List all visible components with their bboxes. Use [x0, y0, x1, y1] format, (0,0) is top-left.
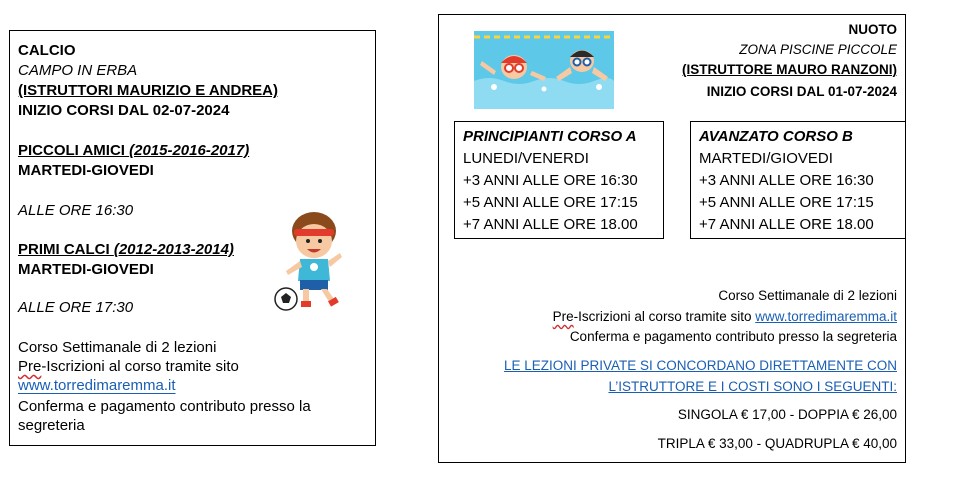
course-a-time-2: +5 ANNI ALLE ORE 17:15	[463, 194, 638, 211]
course-b-card	[690, 121, 906, 239]
group1-days: MARTEDI-GIOVEDI	[18, 162, 154, 179]
nuoto-venue: ZONA PISCINE PICCOLE	[739, 42, 897, 57]
nuoto-prereg-rest: -Iscrizioni al corso tramite sito	[573, 309, 756, 324]
calcio-site-line	[18, 376, 176, 396]
nuoto-panel	[438, 14, 906, 463]
group2-time: ALLE ORE 17:30	[18, 299, 134, 316]
group1-name: PICCOLI AMICI	[18, 142, 130, 159]
course-b-time-1: +3 ANNI ALLE ORE 16:30	[699, 172, 874, 189]
course-b-days: MARTEDI/GIOVEDI	[699, 150, 833, 167]
nuoto-site-link[interactable]: www.torredimaremma.it	[755, 309, 897, 324]
price-line-1: SINGOLA € 17,00 - DOPPIA € 26,00	[677, 407, 897, 422]
private-lessons-line-2[interactable]: L’ISTRUTTORE E I COSTI SONO I SEGUENTI:	[608, 379, 897, 394]
calcio-confirm-2: segreteria	[18, 417, 85, 434]
calcio-title: CALCIO	[18, 42, 76, 59]
course-b-title: AVANZATO CORSO B	[699, 128, 853, 145]
group1-time: ALLE ORE 16:30	[18, 202, 134, 219]
group2-name: PRIMI CALCI	[18, 241, 114, 258]
course-a-time-1: +3 ANNI ALLE ORE 16:30	[463, 172, 638, 189]
course-a-card	[454, 121, 664, 239]
course-a-days: LUNEDI/VENERDI	[463, 150, 589, 167]
calcio-venue: CAMPO IN ERBA	[18, 62, 138, 79]
calcio-prereg-pre: Pre	[18, 358, 42, 375]
nuoto-instructor: (ISTRUTTORE MAURO RANZONI)	[682, 62, 897, 77]
swimming-kids-icon	[474, 31, 614, 109]
soccer-kid-icon	[272, 209, 350, 314]
group1-heading	[18, 141, 249, 161]
calcio-prereg-rest: -Iscrizioni al corso tramite sito	[41, 358, 239, 375]
calcio-start-date: INIZIO CORSI DAL 02-07-2024	[18, 102, 230, 119]
calcio-site-link[interactable]: www.torredimaremma.it	[18, 377, 176, 394]
group2-days: MARTEDI-GIOVEDI	[18, 261, 154, 278]
course-a-time-3: +7 ANNI ALLE ORE 18.00	[463, 216, 638, 233]
course-a-title: PRINCIPIANTI CORSO A	[463, 128, 637, 145]
group2-heading	[18, 240, 234, 260]
course-b-time-2: +5 ANNI ALLE ORE 17:15	[699, 194, 874, 211]
calcio-confirm-1: Conferma e pagamento contributo presso la	[18, 398, 311, 415]
course-b-time-3: +7 ANNI ALLE ORE 18.00	[699, 216, 874, 233]
calcio-prereg	[18, 357, 239, 377]
price-line-2: TRIPLA € 33,00 - QUADRUPLA € 40,00	[657, 436, 897, 451]
calcio-instructors: (ISTRUTTORI MAURIZIO E ANDREA)	[18, 82, 278, 99]
nuoto-prereg	[553, 307, 897, 327]
nuoto-weekly: Corso Settimanale di 2 lezioni	[718, 288, 897, 303]
private-lessons-line-1[interactable]: LE LEZIONI PRIVATE SI CONCORDANO DIRETTAMENTE CON	[503, 358, 897, 373]
nuoto-confirm: Conferma e pagamento contributo presso la segreteria	[569, 329, 897, 344]
nuoto-start-date: INIZIO CORSI DAL 01-07-2024	[706, 84, 897, 99]
group2-years: (2012-2013-2014)	[113, 241, 234, 258]
nuoto-prereg-pre: Pre	[552, 309, 574, 324]
group1-years: (2015-2016-2017)	[129, 142, 250, 159]
nuoto-title: NUOTO	[848, 22, 897, 37]
calcio-panel	[9, 30, 376, 446]
calcio-weekly: Corso Settimanale di 2 lezioni	[18, 339, 217, 356]
